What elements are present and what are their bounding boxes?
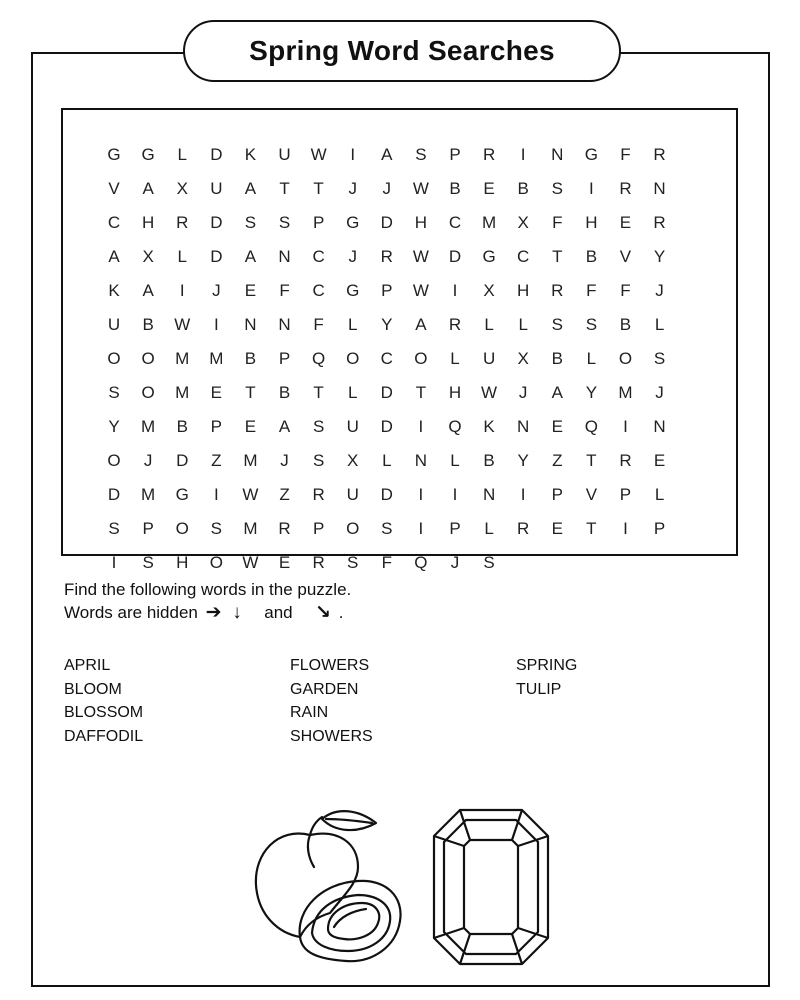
grid-letter: F — [620, 281, 631, 300]
grid-letter: U — [346, 417, 359, 436]
grid-letter: K — [108, 281, 120, 300]
grid-letter: N — [482, 485, 496, 504]
title-banner — [183, 20, 621, 82]
grid-letter: E — [619, 213, 632, 232]
grid-letter: W — [412, 247, 429, 266]
grid-letter: J — [382, 179, 392, 198]
grid-letter: S — [244, 213, 257, 232]
grid-letter: L — [177, 145, 187, 164]
grid-letter: B — [585, 247, 598, 266]
grid-letter: G — [584, 145, 598, 164]
grid-letter: C — [380, 349, 393, 368]
grid-letter: D — [210, 247, 223, 266]
grid-letter: D — [176, 451, 189, 470]
grid-letter: N — [278, 247, 291, 266]
grid-letter: X — [483, 281, 495, 300]
grid-letter: Y — [381, 315, 393, 334]
page-title: Spring Word Searches — [249, 35, 555, 66]
grid-letter: A — [142, 179, 154, 198]
instructions — [64, 578, 351, 624]
grid-letter: L — [654, 485, 665, 504]
grid-letter: K — [483, 417, 495, 436]
grid-letter: P — [449, 519, 461, 538]
grid-letter: D — [448, 247, 462, 266]
grid-letter: D — [380, 417, 393, 436]
grid-letter: R — [653, 145, 666, 164]
grid-letter: J — [450, 553, 460, 572]
grid-letter: I — [213, 315, 219, 334]
grid-letter: G — [175, 485, 189, 504]
grid-letter: M — [618, 383, 633, 402]
grid-letter: A — [551, 383, 563, 402]
grid-letter: D — [380, 485, 393, 504]
grid-letter: O — [209, 553, 223, 572]
grid-letter: O — [107, 349, 121, 368]
grid-letter: J — [655, 383, 664, 402]
grid-letter: T — [586, 451, 597, 470]
grid-letter: C — [312, 247, 325, 266]
grid-letter: U — [482, 349, 496, 368]
grid-letter: H — [448, 383, 462, 402]
grid-letter: W — [310, 145, 327, 164]
grid-letter: B — [619, 315, 632, 334]
grid-letter: R — [448, 315, 462, 334]
grid-letter: O — [175, 519, 189, 538]
grid-letter: S — [381, 519, 393, 538]
grid-letter: R — [619, 451, 632, 470]
grid-letter: R — [517, 519, 530, 538]
grid-letter: L — [347, 315, 358, 334]
grid-letter: X — [176, 179, 188, 198]
grid-letter: T — [415, 383, 427, 402]
grid-letter: R — [619, 179, 632, 198]
grid-letter: S — [108, 519, 120, 538]
grid-letter: P — [381, 281, 393, 300]
grid-letter: A — [244, 179, 257, 198]
grid-letter: M — [141, 485, 156, 504]
grid-letter: I — [520, 145, 526, 164]
grid-letter: A — [381, 145, 393, 164]
grid-letter: B — [551, 349, 563, 368]
grid-letter: M — [243, 519, 258, 538]
grid-letter: O — [346, 519, 360, 538]
grid-letter: K — [244, 145, 257, 164]
grid-letter: N — [517, 417, 530, 436]
gem-icon — [430, 806, 552, 968]
peach-icon — [248, 805, 408, 970]
grid-letter: N — [244, 315, 257, 334]
grid-letter: U — [210, 179, 223, 198]
grid-letter: I — [452, 281, 458, 300]
grid-letter: P — [449, 145, 461, 164]
grid-letter: O — [141, 383, 155, 402]
grid-letter: I — [452, 485, 458, 504]
grid-letter: C — [107, 213, 121, 232]
grid-letter: I — [588, 179, 594, 198]
grid-letter: B — [244, 349, 257, 368]
grid-letter: J — [212, 281, 221, 300]
grid-letter: I — [623, 519, 628, 538]
grid-letter: H — [176, 553, 189, 572]
grid-letter: S — [312, 451, 325, 470]
grid-letter: X — [517, 213, 529, 232]
grid-letter: Z — [552, 451, 563, 470]
word-list-item: APRIL — [64, 657, 111, 674]
grid-letter: B — [517, 179, 529, 198]
grid-letter: S — [312, 417, 325, 436]
grid-letter: Q — [448, 417, 462, 436]
grid-letter: Y — [517, 451, 529, 470]
word-list-item: GARDEN — [290, 680, 359, 698]
grid-letter: R — [278, 519, 291, 538]
grid-letter: J — [280, 451, 289, 470]
grid-letter: W — [174, 315, 191, 334]
grid-letter: L — [484, 519, 494, 538]
grid-letter: C — [312, 281, 325, 300]
grid-letter: Z — [279, 485, 290, 504]
word-list-item: BLOOM — [64, 680, 122, 698]
grid-letter: I — [213, 485, 219, 504]
grid-letter: L — [450, 451, 460, 470]
instructions-line-1: Find the following words in the puzzle. — [64, 580, 352, 599]
grid-letter: Q — [414, 553, 428, 572]
grid-letter: N — [414, 451, 428, 470]
grid-letter: J — [518, 383, 528, 402]
grid-letter: G — [107, 145, 121, 164]
grid-letter: B — [142, 315, 154, 334]
grid-letter: D — [380, 383, 393, 402]
grid-letter: R — [482, 145, 496, 164]
grid-letter: S — [483, 553, 495, 572]
grid-letter: X — [142, 247, 154, 266]
grid-letter: J — [348, 179, 357, 198]
grid-letter: P — [619, 485, 632, 504]
word-list-item: SHOWERS — [290, 727, 373, 745]
grid-letter: D — [210, 213, 223, 232]
grid-letter: B — [278, 383, 291, 402]
grid-letter: F — [381, 553, 392, 572]
word-list-item: BLOSSOM — [64, 704, 144, 721]
grid-letter: V — [619, 247, 632, 266]
grid-letter: Z — [211, 451, 222, 470]
grid-letter: W — [481, 383, 498, 402]
grid-letter: I — [520, 485, 526, 504]
grid-letter: G — [346, 281, 360, 300]
grid-letter: I — [179, 281, 185, 300]
grid-letter: H — [414, 213, 428, 232]
grid-letter: D — [107, 485, 121, 504]
grid-letter: W — [412, 281, 429, 300]
grid-letter: B — [449, 179, 461, 198]
grid-letter: P — [312, 213, 325, 232]
word-list-item: RAIN — [290, 704, 329, 721]
grid-letter: I — [418, 519, 424, 538]
grid-letter: B — [176, 417, 188, 436]
grid-letter: E — [244, 281, 257, 300]
grid-letter: W — [412, 179, 429, 198]
grid-letter: D — [210, 145, 223, 164]
grid-letter: T — [586, 519, 597, 538]
instructions-prefix: Words are hidden — [64, 603, 198, 622]
grid-letter: L — [654, 315, 665, 334]
grid-letter: U — [278, 145, 291, 164]
grid-letter: A — [142, 281, 154, 300]
grid-letter: Y — [585, 383, 598, 402]
arrow-down-icon: ↓ — [232, 602, 242, 623]
grid-letter: E — [551, 417, 563, 436]
grid-letter: R — [312, 485, 325, 504]
grid-letter: S — [210, 519, 222, 538]
grid-letter: R — [176, 213, 189, 232]
arrow-right-icon: ➔ — [205, 602, 222, 623]
grid-letter: I — [623, 417, 628, 436]
grid-letter: F — [279, 281, 290, 300]
grid-letter: M — [175, 383, 190, 402]
grid-letter: S — [653, 349, 666, 368]
grid-letter: U — [346, 485, 359, 504]
grid-letter: N — [653, 417, 666, 436]
grid-letter: E — [653, 451, 666, 470]
grid-letter: I — [111, 553, 117, 572]
grid-letter: S — [585, 315, 598, 334]
letter-grid — [97, 138, 677, 580]
grid-letter: O — [141, 349, 155, 368]
grid-letter: H — [142, 213, 155, 232]
grid-letter: R — [380, 247, 393, 266]
grid-letter: I — [350, 145, 356, 164]
arrow-diagonal-icon: ↘ — [315, 602, 331, 623]
grid-letter: N — [278, 315, 291, 334]
grid-letter: E — [278, 553, 291, 572]
grid-letter: E — [551, 519, 563, 538]
grid-letter: T — [313, 383, 324, 402]
grid-letter: M — [209, 349, 224, 368]
grid-letter: C — [448, 213, 462, 232]
word-list-item: SPRING — [516, 657, 578, 674]
grid-letter: E — [210, 383, 222, 402]
grid-letter: O — [414, 349, 428, 368]
grid-letter: G — [482, 247, 496, 266]
grid-letter: X — [517, 349, 529, 368]
grid-letter: L — [518, 315, 528, 334]
word-list-column-2 — [290, 654, 373, 748]
grid-letter: N — [653, 179, 666, 198]
grid-letter: R — [551, 281, 564, 300]
grid-letter: Q — [311, 349, 326, 368]
instructions-period: . — [338, 603, 344, 622]
grid-letter: J — [348, 247, 357, 266]
grid-letter: G — [346, 213, 360, 232]
grid-letter: O — [346, 349, 360, 368]
grid-letter: M — [175, 349, 190, 368]
grid-letter: P — [653, 519, 666, 538]
grid-letter: F — [552, 213, 563, 232]
grid-letter: L — [586, 349, 597, 368]
grid-letter: P — [278, 349, 291, 368]
grid-letter: O — [618, 349, 633, 368]
instructions-line-2 — [64, 601, 351, 624]
grid-letter: D — [380, 213, 393, 232]
grid-letter: J — [655, 281, 664, 300]
grid-letter: X — [347, 451, 359, 470]
word-list-item: DAFFODIL — [64, 727, 144, 745]
grid-letter: J — [143, 451, 153, 470]
word-list-item: TULIP — [516, 680, 562, 698]
grid-letter: M — [141, 417, 156, 436]
grid-letter: Y — [653, 247, 666, 266]
grid-letter: T — [313, 179, 324, 198]
grid-letter: V — [108, 179, 120, 198]
grid-letter: L — [382, 451, 392, 470]
grid-letter: C — [517, 247, 530, 266]
grid-letter: M — [243, 451, 258, 470]
grid-letter: P — [312, 519, 325, 538]
grid-letter: H — [585, 213, 598, 232]
grid-letter: L — [484, 315, 494, 334]
grid-letter: Q — [584, 417, 598, 436]
grid-letter: L — [450, 349, 460, 368]
grid-letter: F — [313, 315, 324, 334]
grid-letter: S — [142, 553, 154, 572]
grid-letter: Y — [108, 417, 120, 436]
grid-letter: L — [347, 383, 358, 402]
grid-letter: S — [347, 553, 359, 572]
word-list-column-1 — [64, 654, 143, 748]
grid-letter: S — [278, 213, 291, 232]
grid-letter: O — [107, 451, 121, 470]
word-list-item: FLOWERS — [290, 657, 370, 674]
grid-letter: P — [210, 417, 222, 436]
grid-letter: S — [108, 383, 120, 402]
grid-letter: T — [552, 247, 563, 266]
grid-letter: E — [483, 179, 495, 198]
grid-letter: L — [177, 247, 187, 266]
grid-letter: A — [244, 247, 257, 266]
grid-letter: H — [517, 281, 530, 300]
grid-letter: M — [481, 213, 497, 232]
grid-letter: P — [142, 519, 154, 538]
grid-letter: U — [107, 315, 121, 334]
grid-letter: A — [108, 247, 120, 266]
grid-letter: T — [279, 179, 290, 198]
grid-letter: T — [245, 383, 256, 402]
grid-letter: E — [244, 417, 257, 436]
grid-letter: R — [653, 213, 666, 232]
grid-letter: F — [586, 281, 597, 300]
grid-letter: G — [141, 145, 155, 164]
grid-letter: B — [483, 451, 495, 470]
grid-letter: A — [415, 315, 427, 334]
word-list-column-3 — [516, 654, 577, 701]
grid-letter: A — [278, 417, 291, 436]
grid-letter: I — [418, 485, 424, 504]
grid-letter: F — [620, 145, 631, 164]
grid-letter: V — [585, 485, 598, 504]
grid-letter: N — [551, 145, 564, 164]
grid-letter: R — [312, 553, 325, 572]
grid-letter: S — [415, 145, 427, 164]
grid-letter: P — [551, 485, 563, 504]
grid-letter: W — [242, 553, 259, 572]
grid-letter: S — [551, 315, 563, 334]
grid-letter: W — [242, 485, 259, 504]
grid-letter: S — [551, 179, 563, 198]
grid-letter: I — [418, 417, 424, 436]
instructions-and: and — [264, 603, 293, 622]
